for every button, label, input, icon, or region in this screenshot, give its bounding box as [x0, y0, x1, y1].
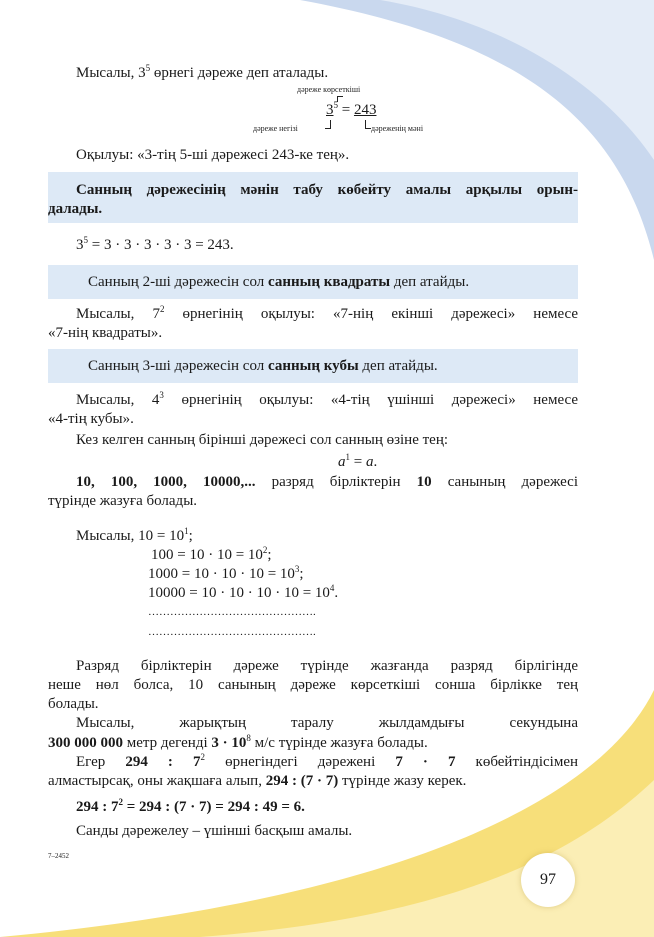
example-line-4 — [148, 584, 338, 602]
superscript: 3 — [294, 564, 300, 574]
para3-line2 — [48, 772, 466, 790]
expr: 294 : (7 · 7) — [265, 773, 339, 789]
term-square: санның квадраты — [267, 274, 391, 290]
superscript: 3 — [159, 390, 164, 400]
superscript: 4 — [329, 583, 335, 593]
para2-line2 — [48, 734, 428, 752]
expr: 7 · 7 — [395, 754, 456, 770]
text: = 3 · 3 · 3 · 3 · 3 = 243. — [88, 237, 234, 253]
page-number: 97 — [521, 853, 575, 907]
superscript: 1 — [345, 452, 350, 462]
text: Санның 2-ші дәрежесін сол — [88, 274, 268, 290]
para1-line3: болады. — [48, 696, 99, 712]
text: өрнегіндегі дәрежені — [205, 754, 396, 770]
text: Мысалы, 4 — [76, 392, 160, 408]
text: түрінде жазу керек. — [338, 773, 467, 789]
ex2-line2: «7-нің квадраты». — [48, 325, 163, 341]
example-line-2 — [151, 546, 272, 564]
example-line-3 — [148, 565, 304, 583]
var: a — [365, 454, 374, 470]
base-label: дәреже негізі — [253, 124, 298, 133]
numbers: 10, 100, 1000, 10000,... — [76, 474, 256, 490]
rule1-line1: Санның дәрежесінің мәнін табу көбейту амалы арқылы орын- — [76, 182, 578, 198]
superscript: 2 — [262, 545, 268, 555]
para1-line1: Разряд бірліктерін дәреже түрінде жазғанда разряд бірлігінде — [76, 658, 578, 674]
text: ; — [299, 566, 304, 582]
value: 243 — [353, 102, 377, 118]
text: ; — [188, 528, 193, 544]
first-power-line: Кез келген санның бірінші дәрежесі сол санның өзіне тең: — [76, 432, 449, 448]
text: санының дәрежесі — [431, 474, 578, 490]
reading-line: Оқылуы: «3-тің 5-ші дәрежесі 243-ке тең». — [76, 147, 350, 163]
text: . — [334, 585, 339, 601]
superscript: 2 — [159, 304, 165, 314]
value-label: дәреженің мәні — [371, 124, 424, 133]
rule1-line2: далады. — [48, 201, 103, 217]
text: Мысалы, 10 = 10 — [76, 528, 185, 544]
base-bracket — [325, 120, 331, 129]
text: 100 = 10 · 10 = 10 — [151, 547, 263, 563]
text: Санның 3-ші дәрежесін сол — [88, 358, 268, 374]
text: = — [350, 454, 366, 470]
text: ; — [267, 547, 272, 563]
footer-code: 7–2452 — [48, 852, 69, 860]
rule3 — [88, 357, 438, 375]
text: 1000 = 10 · 10 · 10 = 10 — [148, 566, 295, 582]
text: өрнегінің оқылуы: «7-нің екінші дәрежесі» немесе — [164, 306, 579, 322]
text: көбейтіндісімен — [455, 754, 579, 770]
text: Мысалы, 7 — [76, 306, 160, 322]
text: м/с түрінде жазуға болады. — [250, 735, 428, 751]
text: деп атайды. — [390, 274, 470, 290]
final-line: Санды дәрежелеу – үшінші басқыш амалы. — [76, 823, 353, 839]
exponent-label: дәреже көрсеткіші — [297, 85, 361, 94]
tens-line2: түрінде жазуға болады. — [48, 493, 198, 509]
text: Егер — [76, 754, 126, 770]
formula — [338, 453, 377, 471]
text: өрнегі дәреже деп аталады. — [150, 65, 329, 81]
text: = 294 : (7 · 7) = 294 : 49 = 6. — [123, 799, 305, 815]
superscript: 5 — [83, 235, 88, 245]
superscript: 1 — [184, 526, 189, 536]
number: 3 · 10 — [211, 735, 247, 751]
superscript: 5 — [145, 63, 151, 73]
text: деп атайды. — [358, 358, 438, 374]
para3-line1 — [76, 753, 578, 771]
exponent: 5 — [333, 100, 338, 110]
text: разряд бірліктерін — [255, 474, 417, 490]
calc1 — [76, 236, 234, 254]
text: Мысалы, 3 — [76, 65, 146, 81]
text: өрнегінің оқылуы: «4-тің үшінші дәрежесі» немесе — [163, 392, 578, 408]
text: метр дегенді — [123, 735, 212, 751]
var: a — [338, 454, 346, 470]
term-cube: санның кубы — [267, 358, 359, 374]
ex3-line2: «4-тің кубы». — [48, 411, 134, 427]
superscript: 8 — [246, 733, 251, 743]
superscript: 2 — [200, 752, 205, 762]
text: алмастырсақ, оны жақшаға алып, — [48, 773, 266, 789]
text: 10000 = 10 · 10 · 10 · 10 = 10 — [148, 585, 330, 601]
para1-line2: неше нөл болса, 10 санының дәреже көрсеткіші сонша бірлікке тең — [48, 677, 578, 693]
ex3-line1 — [76, 391, 578, 409]
number: 10 — [416, 474, 432, 490]
example-line-1 — [76, 527, 193, 545]
superscript: 2 — [118, 797, 123, 807]
ex2-line1 — [76, 305, 578, 323]
base: 3 — [326, 102, 334, 118]
rule2 — [88, 273, 469, 291]
calc2 — [76, 798, 305, 816]
equals: = — [338, 102, 354, 118]
dots-line-1: ………………………………………. — [148, 606, 316, 618]
para2-line1: Мысалы, жарықтың таралу жылдамдығы секундына — [76, 715, 578, 731]
number: 300 000 000 — [48, 735, 123, 751]
text: 3 — [76, 237, 84, 253]
power-equation — [326, 101, 376, 119]
dots-line-2: ………………………………………. — [148, 626, 316, 638]
text: . — [373, 454, 378, 470]
expr: 294 : 7 — [125, 754, 201, 770]
tens-line1 — [76, 473, 578, 491]
intro-line — [76, 64, 328, 82]
text: 294 : 7 — [76, 799, 119, 815]
